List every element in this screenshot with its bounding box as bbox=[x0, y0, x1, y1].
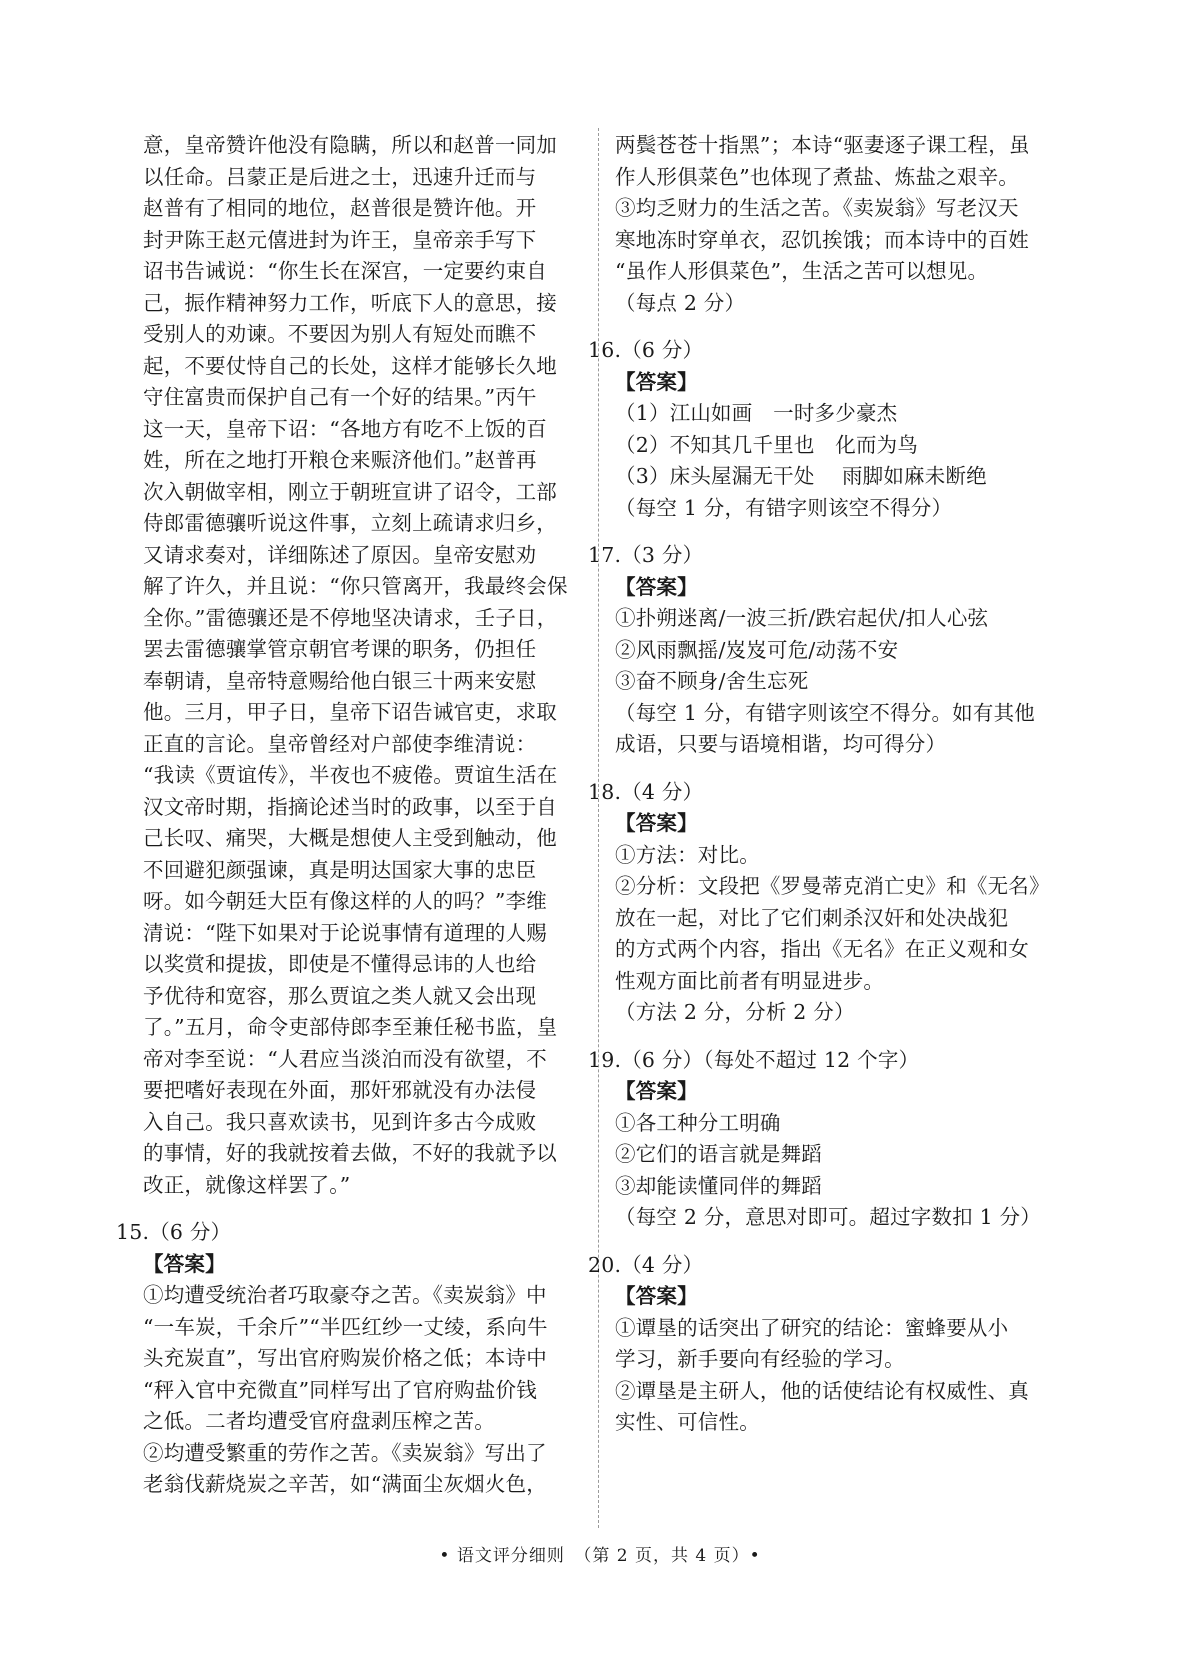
passage-line: 起，不要仗恃自己的长处，这样才能够长久地 bbox=[143, 353, 557, 378]
question-number: 16.（6 分） bbox=[588, 338, 704, 362]
answer-line: “虽作人形俱菜色”，生活之苦可以想见。 bbox=[615, 259, 989, 283]
scoring-note: （每点 2 分） bbox=[615, 290, 746, 315]
answer-line: 两鬓苍苍十指黑”；本诗“驱妻逐子课工程，虽 bbox=[615, 133, 1030, 157]
answer-label: 【答案】 bbox=[615, 1284, 698, 1308]
question-16 bbox=[588, 335, 1051, 524]
answer-line: 寒地冻时穿单衣，忍饥挨饿；而本诗中的百姓 bbox=[615, 227, 1029, 252]
passage-line: “我读《贾谊传》，半夜也不疲倦。贾谊生活在 bbox=[143, 763, 558, 787]
answer-line: ③奋不顾身/舍生忘死 bbox=[615, 669, 809, 693]
question-number: 15.（6 分） bbox=[116, 1220, 232, 1244]
right-column bbox=[588, 130, 1051, 1439]
passage-line: 侍郎雷德骧听说这件事，立刻上疏请求归乡， bbox=[143, 511, 557, 535]
passage-line: 以奖赏和提拔，即使是不懂得忌讳的人也给 bbox=[143, 952, 537, 976]
answer-line: ②均遭受繁重的劳作之苦。《卖炭翁》写出了 bbox=[143, 1440, 547, 1465]
passage-line: 守住富贵而保护自己有一个好的结果。”丙午 bbox=[143, 385, 537, 409]
answer-line: 头充炭直”，写出官府购炭价格之低；本诗中 bbox=[143, 1346, 547, 1370]
answer-line: ③均乏财力的生活之苦。《卖炭翁》写老汉天 bbox=[615, 196, 1019, 220]
answer-line: 放在一起，对比了它们刺杀汉奸和处决战犯 bbox=[615, 905, 1009, 930]
passage-line: 解了许久，并且说：“你只管离开，我最终会保 bbox=[143, 574, 568, 598]
scoring-note: （方法 2 分，分析 2 分） bbox=[615, 1000, 855, 1024]
passage-line: 罢去雷德骧掌管京朝官考课的职务，仍担任 bbox=[143, 637, 537, 661]
passage-line: 正直的言论。皇帝曾经对户部使李维清说： bbox=[143, 731, 537, 756]
answer-line: ①谭垦的话突出了研究的结论：蜜蜂要从小 bbox=[615, 1315, 1009, 1340]
answer-line: 学习，新手要向有经验的学习。 bbox=[615, 1347, 905, 1371]
answer-line: （3）床头屋漏无干处 雨脚如麻未断绝 bbox=[615, 464, 987, 488]
question-number: 19.（6 分）（每处不超过 12 个字） bbox=[588, 1047, 920, 1072]
passage-line: 奉朝请，皇帝特意赐给他白银三十两来安慰 bbox=[143, 668, 537, 693]
answer-label: 【答案】 bbox=[615, 1079, 698, 1103]
answer-line: “一车炭，千余斤”“半匹红纱一丈绫，系向牛 bbox=[143, 1314, 548, 1339]
passage-line: 又请求奏对，详细陈述了原因。皇帝安慰劝 bbox=[143, 542, 537, 567]
answer-line: “秤入官中充微直”同样写出了官府购盐价钱 bbox=[143, 1377, 537, 1402]
scoring-note: （每空 1 分，有错字则该空不得分。如有其他 bbox=[615, 700, 1035, 725]
question-number: 20.（4 分） bbox=[588, 1252, 704, 1277]
answer-label: 【答案】 bbox=[143, 1251, 226, 1276]
passage-line: 入自己。我只喜欢读书，见到许多古今成败 bbox=[143, 1109, 537, 1134]
answer-line: ③却能读懂同伴的舞蹈 bbox=[615, 1173, 822, 1198]
passage-line: 了。”五月，命令吏部侍郎李至兼任秘书监，皇 bbox=[143, 1015, 558, 1039]
passage-line: 以任命。吕蒙正是后进之士，迅速升迁而与 bbox=[143, 164, 537, 189]
answer-line: ②分析：文段把《罗曼蒂克消亡史》和《无名》 bbox=[615, 874, 1050, 898]
answer-line: ①方法：对比。 bbox=[615, 842, 760, 867]
passage-line: 意，皇帝赞许他没有隐瞒，所以和赵普一同加 bbox=[143, 133, 557, 157]
question-15-continued bbox=[615, 130, 1051, 319]
passage-line: 呀。如今朝廷大臣有像这样的人的吗？”李维 bbox=[143, 889, 547, 913]
answer-line: 性观方面比前者有明显进步。 bbox=[615, 968, 885, 993]
passage-line: 受别人的劝谏。不要因为别人有短处而瞧不 bbox=[143, 322, 537, 346]
answer-label: 【答案】 bbox=[615, 574, 698, 599]
passage-line: 的事情，好的我就按着去做，不好的我就予以 bbox=[143, 1141, 557, 1165]
passage-line: 次入朝做宰相，刚立于朝班宣讲了诏令，工部 bbox=[143, 479, 557, 504]
question-number: 17.（3 分） bbox=[588, 543, 704, 567]
answer-label: 【答案】 bbox=[615, 369, 698, 394]
question-20 bbox=[588, 1250, 1051, 1439]
scoring-note: 成语，只要与语境相谐，均可得分） bbox=[615, 732, 947, 756]
passage-line: 这一天，皇帝下诏：“各地方有吃不上饭的百 bbox=[143, 416, 547, 441]
answer-line: ①均遭受统治者巧取豪夺之苦。《卖炭翁》中 bbox=[143, 1283, 547, 1307]
question-18 bbox=[588, 777, 1051, 1029]
passage-line: 全你。”雷德骧还是不停地坚决请求，壬子日， bbox=[143, 605, 558, 630]
scoring-note: （每空 1 分，有错字则该空不得分） bbox=[615, 495, 953, 520]
passage-translation bbox=[143, 130, 585, 1201]
answer-line: ②谭垦是主研人，他的话使结论有权威性、真 bbox=[615, 1378, 1029, 1403]
left-column bbox=[116, 130, 585, 1501]
page-footer: • 语文评分细则 （第 2 页，共 4 页）• bbox=[439, 1546, 761, 1566]
question-number: 18.（4 分） bbox=[588, 779, 704, 804]
question-19 bbox=[588, 1045, 1051, 1234]
question-15 bbox=[116, 1217, 585, 1501]
passage-line: 改正，就像这样罢了。” bbox=[143, 1172, 351, 1197]
passage-line: 姓，所在之地打开粮仓来赈济他们。”赵普再 bbox=[143, 448, 537, 472]
passage-line: 清说：“陛下如果对于论说事情有道理的人赐 bbox=[143, 920, 547, 945]
answer-line: （2）不知其几千里也 化而为鸟 bbox=[615, 432, 919, 457]
answer-line: ②它们的语言就是舞蹈 bbox=[615, 1142, 822, 1166]
passage-line: 帝对李至说：“人君应当淡泊而没有欲望，不 bbox=[143, 1046, 547, 1071]
answer-line: 的方式两个内容，指出《无名》在正义观和女 bbox=[615, 937, 1029, 961]
passage-line: 封尹陈王赵元僖进封为许王，皇帝亲手写下 bbox=[143, 227, 537, 252]
answer-line: 之低。二者均遭受官府盘剥压榨之苦。 bbox=[143, 1409, 495, 1433]
passage-line: 己，振作精神努力工作，听底下人的意思，接 bbox=[143, 290, 557, 315]
answer-line: （1）江山如画 一时多少豪杰 bbox=[615, 401, 898, 425]
answer-line: 老翁伐薪烧炭之辛苦，如“满面尘灰烟火色， bbox=[143, 1472, 547, 1496]
passage-line: 己长叹、痛哭，大概是想使人主受到触动，他 bbox=[143, 826, 557, 850]
passage-line: 他。三月，甲子日，皇帝下诏告诫官吏，求取 bbox=[143, 700, 557, 724]
answer-line: 作人形俱菜色”也体现了煮盐、炼盐之艰辛。 bbox=[615, 164, 1019, 189]
passage-line: 赵普有了相同的地位，赵普很是赞许他。开 bbox=[143, 196, 537, 220]
question-17 bbox=[588, 540, 1051, 761]
answer-line: ①各工种分工明确 bbox=[615, 1110, 781, 1135]
scoring-note: （每空 2 分，意思对即可。超过字数扣 1 分） bbox=[615, 1205, 1041, 1229]
passage-line: 不回避犯颜强谏，真是明达国家大事的忠臣 bbox=[143, 857, 537, 882]
answer-line: 实性、可信性。 bbox=[615, 1410, 760, 1434]
answer-line: ①扑朔迷离/一波三折/跌宕起伏/扣人心弦 bbox=[615, 606, 989, 630]
passage-line: 予优待和宽容，那么贾谊之类人就又会出现 bbox=[143, 983, 537, 1008]
answer-line: ②风雨飘摇/岌岌可危/动荡不安 bbox=[615, 637, 899, 662]
answer-label: 【答案】 bbox=[615, 811, 698, 835]
passage-line: 要把嗜好表现在外面，那奸邪就没有办法侵 bbox=[143, 1078, 537, 1102]
passage-line: 诏书告诫说：“你生长在深宫，一定要约束自 bbox=[143, 259, 547, 283]
passage-line: 汉文帝时期，指摘论述当时的政事，以至于自 bbox=[143, 794, 557, 819]
